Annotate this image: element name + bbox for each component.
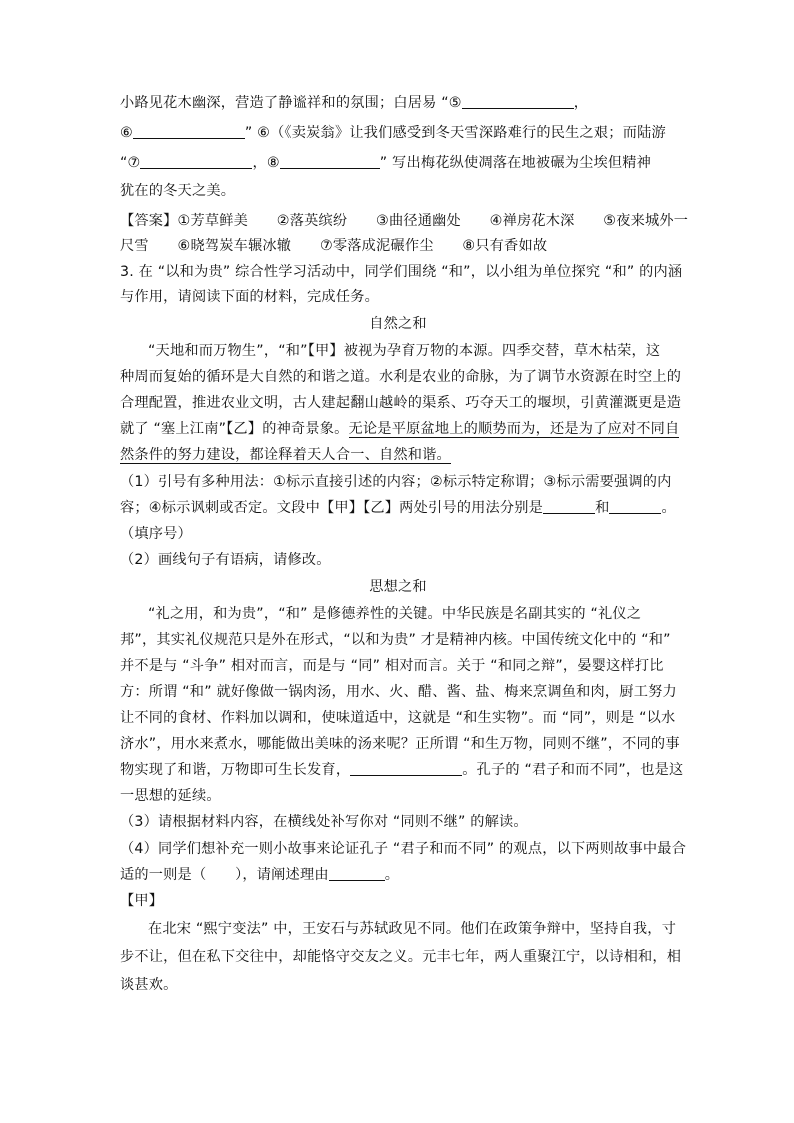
passage-line: “天地和而万物生”，“和”【甲】被视为孕育万物的本源。四季交替，草木枯荣，这 — [148, 343, 661, 359]
text-span: 和 — [595, 500, 610, 516]
question-2: （2）画线句子有语病，请修改。 — [120, 552, 331, 568]
text-line — [120, 90, 588, 116]
blank-interpretation[interactable] — [350, 759, 462, 776]
text-span: ⑥ — [120, 125, 133, 141]
text-span: 。 — [384, 867, 400, 883]
section-heading: 思想之和 — [369, 579, 427, 595]
passage-line: 并不是与 “斗争” 相对而言，而是与 “同” 相对而言。关于 “和同之辩”，晏婴这样打比 — [120, 658, 664, 674]
story-label: 【甲】 — [120, 893, 164, 909]
answer-line: 尺雪 ⑥晓驾炭车辗冰辙 ⑦零落成泥碾作尘 ⑧只有香如故 — [120, 238, 548, 254]
question-1: （1）引号有多种用法：①标示直接引述的内容；②标示特定称谓；③标示需要强调的内 — [120, 474, 672, 490]
passage-line — [120, 442, 451, 468]
question-4: （4）同学们想补充一则小故事来论证孔子 “君子和而不同” 的观点，以下两则故事中最合 — [120, 841, 687, 857]
question-1 — [120, 495, 676, 521]
text-span: ” 写出梅花纵使凋落在地被碾为尘埃但精神 — [379, 155, 652, 171]
blank-6[interactable] — [133, 122, 245, 139]
section-heading: 自然之和 — [369, 316, 427, 332]
blank-reason[interactable] — [329, 864, 385, 881]
blank-8[interactable] — [280, 152, 380, 169]
answer-line: 【答案】①芳草鲜美 ②落英缤纷 ③曲径通幽处 ④禅房花木深 ⑤夜来城外一 — [120, 213, 689, 229]
passage-line: 一思想的延续。 — [120, 788, 221, 804]
blank-7[interactable] — [140, 152, 252, 169]
question-3-stem: 3. 在 “以和为贵” 综合性学习活动中，同学们围绕 “和”，以小组为单位探究 “和” 的内涵 — [120, 264, 683, 280]
text-span: 。 — [661, 500, 676, 516]
passage-line: 方：所谓 “和” 就好像做一锅肉汤，用水、火、醋、酱、盐、梅来烹调鱼和肉，厨工努力 — [120, 684, 677, 700]
question-4 — [120, 862, 399, 888]
text-span: ” ⑥（《卖炭翁》让我们感受到冬天雪深路难行的民生之艰；而陆游 — [244, 125, 666, 141]
story-line: 步不让，但在私下交往中，却能恪守交友之义。元丰七年，两人重聚江宁，以诗相和，相 — [120, 949, 682, 965]
question-1-note: （填序号） — [120, 526, 192, 542]
blank-yi[interactable] — [609, 497, 661, 514]
text-span: 就了 “塞上江南”【乙】的神奇景象。 — [120, 421, 349, 437]
text-line — [120, 150, 651, 176]
passage-line: 让不同的食材、作料加以调和，使味道适中，这就是 “和生实物”。而 “同”，则是 “以水 — [120, 710, 676, 726]
story-line: 在北宋 “熙宁变法” 中，王安石与苏轼政见不同。他们在政策争辩中，坚持自我，寸 — [148, 921, 677, 937]
text-span: 适的一则是（ ），请阐述理由 — [120, 867, 329, 883]
story-line: 谈甚欢。 — [120, 977, 178, 993]
passage-line — [120, 416, 679, 442]
text-line: 犹在的冬天之美。 — [120, 183, 236, 199]
question-3-stem: 与作用，请阅读下面的材料，完成任务。 — [120, 289, 379, 305]
text-span: 。孔子的 “君子和而不同”，也是这 — [462, 762, 684, 778]
question-3: （3）请根据材料内容，在横线处补写你对 “同则不继” 的解读。 — [120, 814, 528, 830]
underlined-sentence: 然条件的努力建设，都诠释着天人合一、自然和谐。 — [120, 447, 451, 463]
text-span: 物实现了和谐，万物即可生长发育， — [120, 762, 351, 778]
passage-line: 种周而复始的循环是大自然的和谐之道。水利是农业的命脉，为了调节水资源在时空上的 — [120, 369, 682, 385]
text-span: ， — [573, 95, 589, 111]
passage-line — [120, 757, 683, 783]
blank-5[interactable] — [462, 92, 574, 109]
blank-jia[interactable] — [543, 497, 595, 514]
underlined-sentence: 无论是平原盆地上的顺势而为，还是为了应对不同自 — [348, 421, 680, 437]
passage-line: 济水”，用水来煮水，哪能做出美味的汤来呢？正所谓 “和生万物，同则不继”，不同的事 — [120, 736, 680, 752]
passage-line: “礼之用，和为贵”，“和” 是修德养性的关键。中华民族是名副其实的 “礼仪之 — [148, 606, 642, 622]
text-line — [120, 120, 666, 146]
text-span: ，⑧ — [252, 155, 280, 171]
text-span: 小路见花木幽深，营造了静谧祥和的氛围；白居易 “⑤ — [120, 95, 462, 111]
passage-line: 邦”，其实礼仪规范只是外在形式，“以和为贵” 才是精神内核。中国传统文化中的 “和” — [120, 632, 671, 648]
text-span: “⑦ — [120, 155, 141, 171]
passage-line: 合理配置，推进农业文明，古人建起翻山越岭的渠系、巧夺天工的堰坝，引黄灌溉更是造 — [120, 395, 682, 411]
text-span: 容；④标示讽刺或否定。文段中【甲】【乙】两处引号的用法分别是 — [120, 500, 544, 516]
